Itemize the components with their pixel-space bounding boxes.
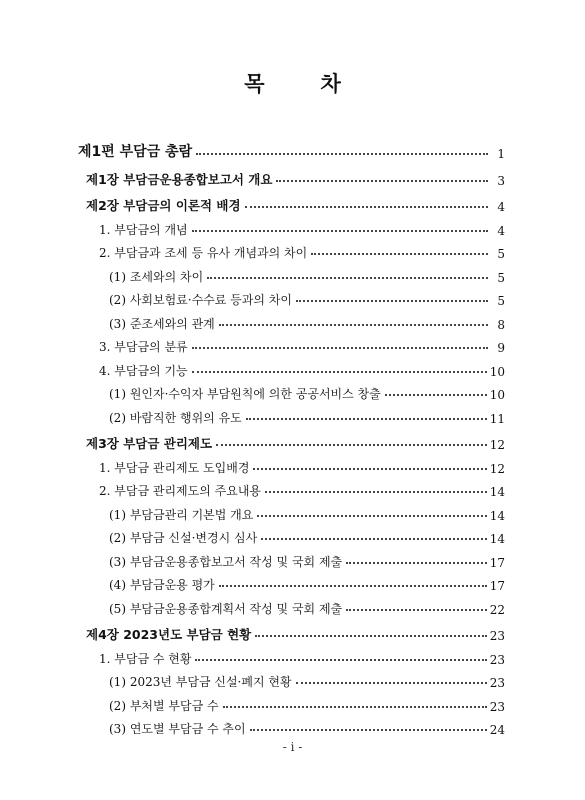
- toc-entry-label: 제4장 2023년도 부담금 현황: [86, 627, 252, 642]
- toc-entry-label: (3) 준조세와의 관계: [109, 316, 215, 331]
- toc-entry-label: (3) 연도별 부담금 수 추이: [109, 722, 246, 736]
- toc-entry-label: 1. 부담금 관리제도 도입배경: [99, 460, 250, 475]
- toc-entry-label: (5) 부담금운용종합계획서 작성 및 국회 제출: [109, 601, 343, 616]
- toc-entry-label: 1. 부담금 수 현황: [99, 651, 192, 666]
- toc-entry-page: 17: [489, 555, 505, 570]
- toc-entry-label: (1) 원인자·수익자 부담원칙에 의한 공공서비스 창출: [109, 387, 381, 401]
- toc-entry-label: 2. 부담금 관리제도의 주요내용: [99, 484, 261, 498]
- toc-entry-page: 3: [497, 173, 505, 188]
- toc-entry-label: 제2장 부담금의 이론적 배경: [86, 198, 241, 213]
- toc-entry-chapter[interactable]: [78, 620, 505, 644]
- toc-entry-sub[interactable]: [78, 285, 505, 309]
- toc-entry-page: 10: [489, 364, 505, 379]
- toc-entry-page: 11: [489, 411, 505, 426]
- toc-entry-label: 제1편 부담금 총람: [78, 144, 193, 160]
- toc-entry-sub[interactable]: [78, 499, 505, 523]
- toc-entry-label: 1. 부담금의 개념: [99, 222, 188, 237]
- toc-entry-page: 23: [489, 629, 505, 643]
- toc-leader-dots: [265, 491, 487, 493]
- toc-leader-dots: [296, 300, 488, 302]
- toc-entry-chapter[interactable]: [78, 164, 505, 188]
- toc-entry-page: 9: [497, 341, 505, 355]
- toc-entry-section[interactable]: [78, 355, 505, 379]
- toc-entry-label: 제1장 부담금운용종합보고서 개요: [86, 171, 273, 187]
- toc-entry-page: 1: [497, 147, 505, 161]
- toc-entry-label: 4. 부담금의 기능: [99, 363, 188, 378]
- toc-entry-sub[interactable]: [78, 523, 505, 547]
- toc-entry-page: 17: [489, 579, 505, 593]
- toc-leader-dots: [192, 230, 488, 232]
- toc-leader-dots: [245, 206, 488, 208]
- toc-entry-sub[interactable]: [78, 690, 505, 714]
- toc-entry-page: 5: [497, 247, 505, 261]
- toc-entry-label: 3. 부담금의 분류: [99, 340, 188, 354]
- toc-leader-dots: [257, 515, 486, 517]
- toc-entry-chapter[interactable]: [78, 191, 505, 215]
- toc-leader-dots: [216, 444, 487, 446]
- toc-leader-dots: [223, 706, 487, 708]
- toc-leader-dots: [346, 562, 487, 564]
- page-number: - i -: [282, 740, 303, 754]
- toc-leader-dots: [385, 394, 487, 396]
- toc-entry-label: 2. 부담금과 조세 등 유사 개념과의 차이: [99, 246, 308, 260]
- toc-entry-sub[interactable]: [78, 402, 505, 426]
- toc-entry-section[interactable]: [78, 214, 505, 238]
- toc-leader-dots: [346, 609, 487, 611]
- toc-leader-dots: [261, 538, 487, 540]
- toc-entry-section[interactable]: [78, 452, 505, 476]
- toc-entry-label: (2) 사회보험료·수수료 등과의 차이: [109, 293, 292, 307]
- toc-entry-page: 5: [497, 270, 505, 285]
- toc-entry-page: 12: [489, 438, 505, 452]
- toc-entry-label: (2) 바람직한 행위의 유도: [109, 410, 242, 425]
- toc-entry-sub[interactable]: [78, 546, 505, 570]
- toc-leader-dots: [219, 324, 488, 326]
- toc-entry-sub[interactable]: [78, 308, 505, 332]
- toc-entry-sub[interactable]: [78, 379, 505, 403]
- toc-entry-label: (1) 2023년 부담금 신설·폐지 현황: [109, 675, 292, 689]
- toc-entry-page: 10: [489, 388, 505, 402]
- toc-entry-page: 14: [489, 485, 505, 499]
- toc-entry-page: 12: [489, 461, 505, 476]
- toc-entry-sub[interactable]: [78, 593, 505, 617]
- toc-leader-dots: [195, 659, 486, 661]
- toc-entry-page: 4: [497, 223, 505, 238]
- toc-entry-sub[interactable]: [78, 570, 505, 594]
- toc-entry-label: (4) 부담금운용 평가: [109, 578, 215, 592]
- toc-entry-label: (3) 부담금운용종합보고서 작성 및 국회 제출: [109, 554, 343, 569]
- toc-leader-dots: [255, 635, 487, 637]
- toc-entry-sub[interactable]: [78, 714, 505, 738]
- toc-entry-page: 4: [497, 200, 505, 214]
- page-title: [0, 68, 585, 98]
- toc-leader-dots: [250, 729, 487, 731]
- toc-entry-label: (2) 부처별 부담금 수: [109, 698, 219, 713]
- toc-leader-dots: [196, 153, 488, 155]
- toc-entry-page: 14: [489, 532, 505, 546]
- toc-leader-dots: [253, 468, 486, 470]
- toc-entry-sub[interactable]: [78, 261, 505, 285]
- toc-entry-section[interactable]: [78, 332, 505, 356]
- toc-entry-chapter[interactable]: [78, 429, 505, 453]
- toc-entry-label: 제3장 부담금 관리제도: [86, 436, 213, 451]
- toc-entry-sub[interactable]: [78, 667, 505, 691]
- toc-entry-label: (1) 조세와의 차이: [109, 269, 204, 284]
- toc-leader-dots: [296, 682, 487, 684]
- title-char-2: 차: [320, 72, 341, 96]
- toc-leader-dots: [192, 371, 487, 373]
- toc-leader-dots: [311, 253, 488, 255]
- toc-entry-section[interactable]: [78, 238, 505, 262]
- toc-leader-dots: [219, 585, 487, 587]
- title-char-1: 목: [244, 72, 265, 96]
- toc-entry-part[interactable]: [78, 135, 505, 161]
- toc-entry-page: 23: [489, 676, 505, 690]
- table-of-contents: [78, 135, 505, 737]
- toc-entry-page: 23: [489, 652, 505, 667]
- toc-entry-page: 22: [489, 602, 505, 617]
- toc-entry-label: (2) 부담금 신설·변경시 심사: [109, 531, 258, 545]
- toc-entry-page: 5: [497, 294, 505, 308]
- toc-leader-dots: [276, 180, 488, 182]
- toc-leader-dots: [207, 277, 488, 279]
- toc-entry-page: 14: [489, 508, 505, 523]
- toc-entry-page: 24: [489, 723, 505, 737]
- toc-entry-section[interactable]: [78, 643, 505, 667]
- toc-leader-dots: [192, 347, 488, 349]
- toc-entry-section[interactable]: [78, 476, 505, 500]
- toc-entry-label: (1) 부담금관리 기본법 개요: [109, 507, 254, 522]
- toc-leader-dots: [246, 418, 487, 420]
- toc-entry-page: 23: [489, 699, 505, 714]
- toc-entry-page: 8: [497, 317, 505, 332]
